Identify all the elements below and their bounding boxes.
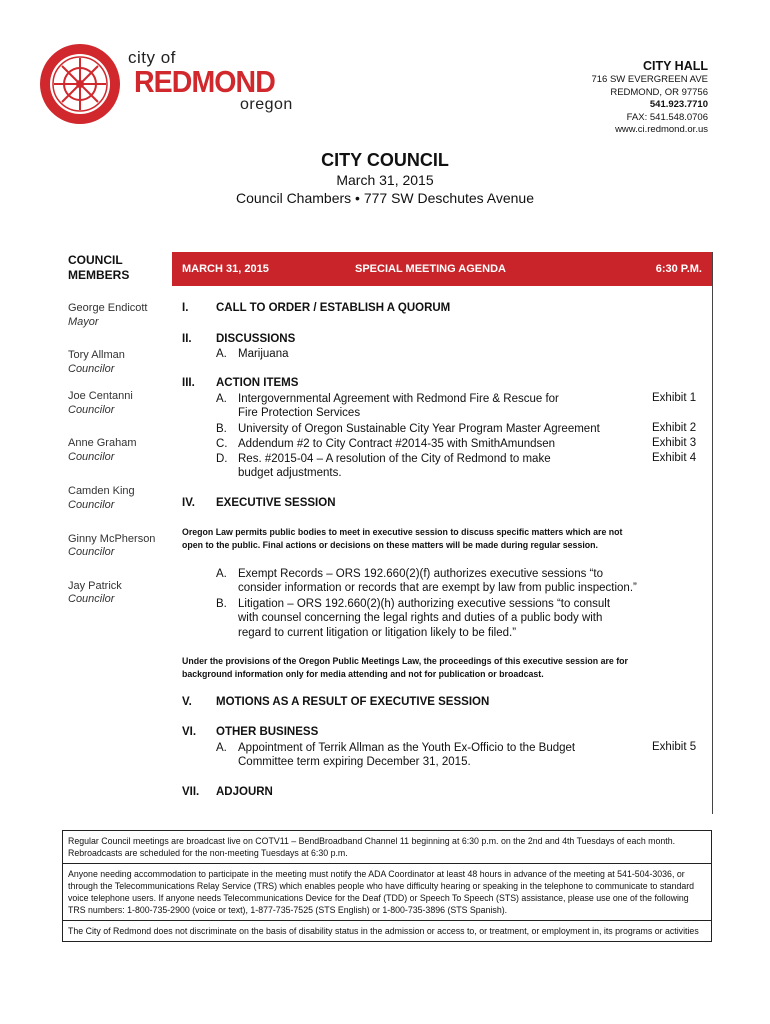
member-name: Ginny McPherson — [68, 533, 156, 545]
section-number: VI. — [182, 726, 197, 738]
note-line: open to the public. Final actions or decisions on these matters will be made during regular session. — [182, 539, 598, 550]
exhibit-label: Exhibit 3 — [652, 437, 697, 449]
right-divider — [712, 252, 713, 814]
item-text-continued: budget adjustments. — [238, 467, 342, 479]
item-letter: A. — [216, 568, 227, 580]
section-number: II. — [182, 333, 192, 345]
agenda-time: 6:30 P.M. — [655, 263, 702, 275]
broadcast-notice: Regular Council meetings are broadcast live on COTV11 – BendBroadband Channel 11 beginning at 6:30 p.m. on the 2nd and 4th Tuesdays of each month. Rebroadcasts are scheduled for the non-meeting Tuesdays at 6:30 p.m. — [68, 836, 676, 858]
meeting-location: Council Chambers • 777 SW Deschutes Avenue — [235, 190, 535, 206]
member-name: Anne Graham — [68, 437, 137, 449]
agenda-item — [216, 422, 600, 437]
page-title: CITY COUNCIL — [321, 150, 449, 170]
item-text: Marijuana — [238, 348, 289, 360]
item-text-continued: regard to current litigation or litigation likely to be filed.” — [238, 627, 517, 639]
agenda-item — [216, 567, 603, 582]
note-line: Under the provisions of the Oregon Public Meetings Law, the proceedings of this executive session are for — [182, 656, 628, 666]
agenda-item — [216, 392, 559, 407]
note-line: Oregon Law permits public bodies to meet in executive session to discuss specific matters which are not — [182, 527, 623, 537]
agenda-item — [216, 437, 555, 452]
fax-number: FAX: 541.548.0706 — [626, 111, 708, 123]
section-number: III. — [182, 377, 195, 389]
item-text-continued: Committee term expiring December 31, 2015. — [238, 756, 471, 768]
item-text: University of Oregon Sustainable City Year Program Master Agreement — [238, 423, 600, 435]
address-line-2: REDMOND, OR 97756 — [610, 86, 708, 98]
item-text: Res. #2015-04 – A resolution of the City of Redmond to make — [238, 453, 551, 465]
section-number: VII. — [182, 786, 200, 798]
item-letter: C. — [216, 438, 228, 450]
note-line: background information only for media attending and not for publication or broadcast. — [182, 668, 544, 679]
member-name: George Endicott — [68, 302, 148, 314]
member-role: Councilor — [68, 404, 115, 416]
city-hall-title: CITY HALL — [642, 59, 708, 73]
agenda-item — [216, 347, 289, 362]
member-role: Councilor — [68, 546, 115, 558]
section-title: DISCUSSIONS — [216, 333, 296, 345]
logo-city-of: city of — [128, 48, 176, 67]
ada-notice: Anyone needing accommodation to participate in the meeting must notify the ADA Coordinator at least 48 hours in advance of the meeting at 541-504-3036, or through the Telecommunications Relay Service (TRS) which enables people who have difficulty hearing or speaking in the telephone to communicate to standard voice telephone users. If anyone needs Telecommunications Device for the Deaf (TDD) or Speech To Speech (STS) assistance, please use one of the following TRS numbers: 1-800-735-2900 (voice or text), 1-877-735-7525 (STS English) or 1-800-735-3896 (STS Spanish). — [63, 863, 711, 920]
members-header — [68, 253, 129, 283]
member-role: Councilor — [68, 499, 115, 511]
exhibit-label: Exhibit 5 — [652, 741, 697, 753]
section-number: IV. — [182, 497, 196, 509]
member-name: Tory Allman — [68, 349, 125, 361]
nondiscrimination-notice: The City of Redmond does not discriminate on the basis of disability status in the admission or access to, or treatment, or employment in, its programs or activities — [63, 920, 711, 941]
agenda-item — [216, 741, 575, 756]
website-link[interactable]: www.ci.redmond.or.us — [615, 124, 708, 135]
member-role: Mayor — [68, 316, 99, 328]
footer-notice-box — [62, 830, 712, 942]
logo-wordmark: REDMOND — [134, 64, 275, 99]
item-letter: B. — [216, 423, 227, 435]
item-letter: A. — [216, 393, 227, 405]
public-meetings-note — [182, 655, 702, 680]
section-title: EXECUTIVE SESSION — [216, 497, 336, 509]
section-title: ADJOURN — [216, 786, 273, 798]
item-text: Litigation – ORS 192.660(2)(h) authorizing executive sessions “to consult — [238, 598, 611, 610]
item-letter: D. — [216, 453, 228, 465]
agenda-date: MARCH 31, 2015 — [182, 263, 269, 275]
item-letter: A. — [216, 348, 227, 360]
section-title: CALL TO ORDER / ESTABLISH A QUORUM — [216, 302, 451, 314]
members-header-line-1: COUNCIL — [68, 253, 123, 267]
section-number: I. — [182, 302, 189, 314]
meeting-date: March 31, 2015 — [336, 172, 434, 188]
member-role: Councilor — [68, 451, 115, 463]
member-name: Joe Centanni — [68, 390, 133, 402]
agenda-item — [216, 597, 610, 612]
exhibit-label: Exhibit 4 — [652, 452, 697, 464]
item-text-continued: with counsel concerning the legal rights and duties of a public body with — [238, 612, 603, 624]
section-title: ACTION ITEMS — [216, 377, 299, 389]
item-text-continued: Fire Protection Services — [238, 407, 361, 419]
section-number: V. — [182, 696, 192, 708]
item-text: Appointment of Terrik Allman as the Youth Ex-Officio to the Budget — [238, 742, 576, 754]
item-text: Exempt Records – ORS 192.660(2)(f) authorizes executive sessions “to — [238, 568, 603, 580]
item-letter: B. — [216, 598, 227, 610]
members-header-line-2: MEMBERS — [68, 268, 130, 282]
phone-number: 541.923.7710 — [649, 99, 708, 110]
logo-state: oregon — [240, 96, 293, 113]
agenda-header-bar — [172, 252, 712, 286]
executive-session-note — [182, 526, 702, 551]
item-text-continued: consider information or records that are exempt by law from public inspection.” — [238, 582, 637, 594]
city-hall-contact — [591, 58, 708, 137]
section-title: OTHER BUSINESS — [216, 726, 319, 738]
agenda-title: SPECIAL MEETING AGENDA — [355, 263, 506, 275]
agenda-item — [216, 452, 551, 467]
item-letter: A. — [216, 742, 227, 754]
member-name: Camden King — [68, 485, 135, 497]
exhibit-label: Exhibit 1 — [652, 392, 697, 404]
section-title: MOTIONS AS A RESULT OF EXECUTIVE SESSION — [216, 696, 490, 708]
member-name: Jay Patrick — [68, 580, 122, 592]
city-seal-logo — [38, 42, 122, 126]
member-role: Councilor — [68, 363, 115, 375]
item-text: Intergovernmental Agreement with Redmond Fire & Rescue for — [238, 393, 559, 405]
address-line-1: 716 SW EVERGREEN AVE — [591, 74, 708, 85]
member-role: Councilor — [68, 593, 115, 605]
exhibit-label: Exhibit 2 — [652, 422, 697, 434]
item-text: Addendum #2 to City Contract #2014-35 with SmithAmundsen — [238, 438, 556, 450]
